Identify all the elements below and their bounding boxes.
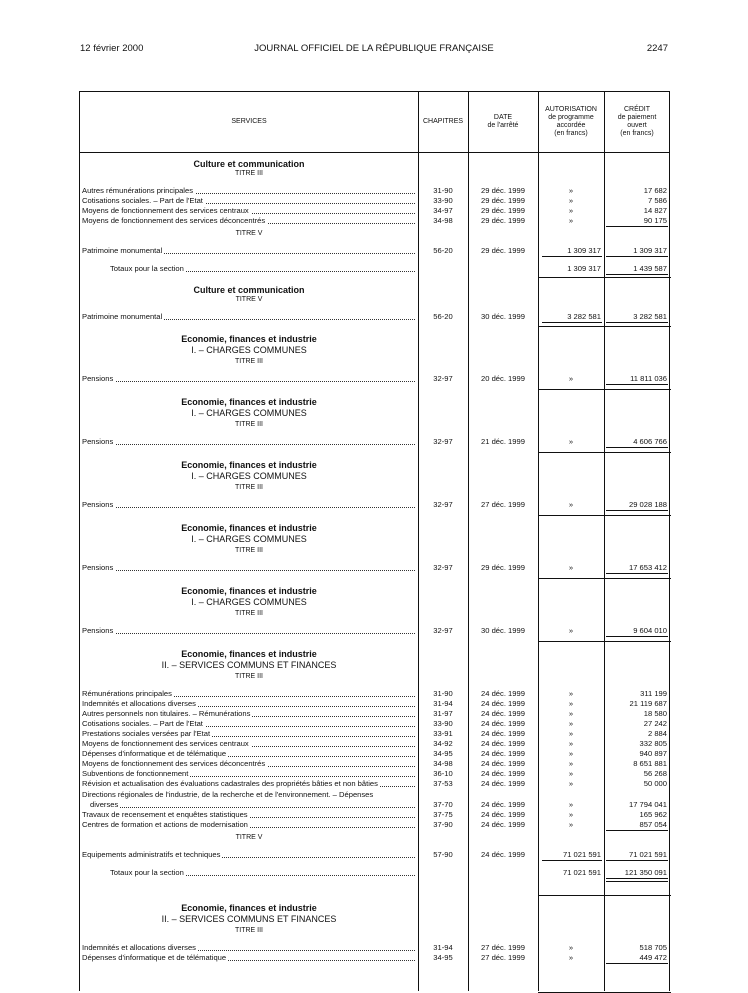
row-label [82,769,415,779]
credit-cell: 71 021 591 [628,849,667,859]
row-label-text: Pensions [82,626,114,635]
section-divider [538,578,671,579]
autorisation-cell: » [568,759,574,769]
credit-cell: 8 651 881 [633,759,667,769]
row-label [82,739,415,749]
chapitre-cell: 32-97 [433,437,453,446]
table-row [80,500,671,510]
row-label [82,729,415,739]
row-label [82,779,415,789]
value-underline [606,256,668,257]
autorisation-cell: » [568,799,574,809]
header-autorisation: AUTORISATION de programme accordée (en francs) [545,106,597,137]
table-row [80,689,671,699]
allocation-table [79,91,670,991]
chapitre-cell: 31-94 [433,943,453,952]
row-label-text: Moyens de fonctionnement des services déconcentrés [82,216,266,226]
date-cell: 24 déc. 1999 [481,809,525,819]
row-label-text: Indemnités et allocations diverses [82,943,196,952]
row-label [82,437,415,447]
date-cell: 24 déc. 1999 [481,699,525,709]
total-row [80,868,671,878]
row-label [82,312,415,322]
chapitre-cell: 56-20 [433,312,453,321]
value-underline [542,860,602,861]
autorisation-cell: » [568,206,574,216]
autorisation-cell: » [568,699,574,709]
date-cell: 30 déc. 1999 [481,312,525,321]
credit-cell: 14 827 [643,206,667,216]
chapitre-cell: 31-97 [433,709,453,719]
table-row [80,739,671,749]
row-label-text: Travaux de recensement et enquêtes statistiques [82,809,248,819]
section-subtitle: II. – SERVICES COMMUNS ET FINANCES [161,660,337,670]
row-label [82,820,415,830]
table-row [80,759,671,769]
autorisation-cell: » [568,809,574,819]
row-label [82,790,415,800]
section-divider [538,895,671,896]
row-label-text: Subventions de fonctionnement [82,769,189,779]
row-label [82,943,415,953]
date-cell: 29 déc. 1999 [481,216,525,226]
table-row [80,790,671,800]
page-number: 2247 [646,43,668,54]
row-label [82,626,415,636]
row-label [82,689,415,699]
titre-heading: TITRE V [235,230,263,238]
section-title: Economie, finances et industrie [181,903,317,913]
row-label-text: diverses [90,799,119,809]
value-underline [606,226,668,227]
date-cell: 29 déc. 1999 [481,246,525,256]
table-row [80,699,671,709]
row-label-text: Moyens de fonctionnement des services centraux [82,739,249,749]
row-label [82,186,415,196]
date-cell: 24 déc. 1999 [481,779,525,789]
section-subtitle: I. – CHARGES COMMUNES [191,597,307,607]
chapitre-cell: 31-94 [433,699,453,709]
chapitre-cell: 31-90 [433,186,453,195]
date-cell: 24 déc. 1999 [481,849,525,859]
table-row [80,779,671,789]
chapitre-cell: 33-90 [433,196,453,206]
total-row [80,264,671,274]
section-divider [538,515,671,516]
row-label [82,196,415,206]
row-label [82,246,415,256]
row-label-text: Autres rémunérations principales [82,186,194,195]
row-label-text: Rémunérations principales [82,689,172,698]
chapitre-cell: 37-70 [433,799,453,809]
row-label [82,563,415,573]
section-divider [538,641,671,642]
row-label [82,709,415,719]
row-label-text: Pensions [82,437,114,446]
autorisation-cell: » [568,819,574,829]
value-underline [606,860,668,861]
chapitre-cell: 32-97 [433,626,453,635]
autorisation-cell: » [568,626,574,635]
row-label [110,868,415,878]
chapitre-cell: 33-91 [433,729,453,739]
row-label-text: Dépenses d'informatique et de télématique [82,953,227,963]
table-row [80,800,671,810]
credit-cell: 18 580 [643,709,667,719]
value-underline [606,830,668,831]
credit-cell: 9 604 010 [633,626,667,635]
autorisation-cell: » [568,563,574,572]
chapitre-cell: 37-75 [433,809,453,819]
row-label-text: Cotisations sociales. – Part de l'Etat [82,196,203,206]
row-label-text: Pensions [82,563,114,572]
row-label-text: Totaux pour la section [110,264,184,274]
table-row [80,196,671,206]
credit-cell: 11 811 036 [630,374,667,383]
row-label [90,800,415,810]
credit-cell: 50 000 [643,779,667,789]
autorisation-cell: » [568,739,574,749]
credit-cell: 2 884 [647,729,667,739]
credit-cell: 17 653 412 [628,563,667,572]
section-title: Economie, finances et industrie [181,523,317,533]
date-cell: 24 déc. 1999 [481,689,525,698]
titre-heading: TITRE V [235,833,263,841]
autorisation-cell: 71 021 591 [562,849,601,859]
row-label [110,264,415,274]
table-row [80,246,671,256]
autorisation-cell: » [568,943,574,952]
date-cell: 24 déc. 1999 [481,749,525,759]
row-label-text: Moyens de fonctionnement des services déconcentrés [82,759,266,769]
autorisation-cell: » [568,196,574,206]
row-label-text: Cotisations sociales. – Part de l'Etat [82,719,203,729]
table-row [80,749,671,759]
section-subtitle: II. – SERVICES COMMUNS ET FINANCES [161,914,337,924]
chapitre-cell: 32-97 [433,374,453,383]
table-row [80,953,671,963]
section-title: Economie, finances et industrie [181,460,317,470]
date-cell: 24 déc. 1999 [481,709,525,719]
date-cell: 21 déc. 1999 [481,437,525,446]
titre-heading: TITRE III [235,421,263,428]
date-cell: 27 déc. 1999 [481,500,525,509]
section-subtitle: I. – CHARGES COMMUNES [191,471,307,481]
row-label [82,719,415,729]
chapitre-cell: 37-53 [433,779,453,789]
header-date: DATE de l'arrêté [487,114,519,129]
credit-cell: 3 282 581 [633,312,667,321]
credit-cell: 332 805 [639,739,667,749]
section-divider [538,277,671,278]
chapitre-cell: 34-98 [433,759,453,769]
section-title: Culture et communication [193,159,305,169]
total-credit: 1 439 587 [633,264,667,274]
chapitre-cell: 34-95 [433,953,453,963]
row-label-text: Autres personnels non titulaires. – Rémunérations [82,709,251,719]
section-divider [538,389,671,390]
row-label [82,749,415,759]
row-label-text: Pensions [82,374,114,383]
credit-cell: 165 962 [639,809,667,819]
row-label-text: Totaux pour la section [110,867,184,877]
table-row [80,206,671,216]
chapitre-cell: 34-95 [433,749,453,759]
section-title: Economie, finances et industrie [181,334,317,344]
credit-cell: 857 054 [639,819,667,829]
date-cell: 29 déc. 1999 [481,563,525,572]
journal-title: JOURNAL OFFICIEL DE LA RÉPUBLIQUE FRANÇAISE [254,43,494,54]
date-cell: 20 déc. 1999 [481,374,525,383]
chapitre-cell: 31-90 [433,689,453,698]
row-label [82,206,415,216]
chapitre-cell: 34-98 [433,216,453,226]
credit-cell: 27 242 [643,719,667,729]
table-row [80,810,671,820]
row-label-text: Directions régionales de l'industrie, de la recherche et de l'environnement. – Dépenses [82,789,374,799]
total-autorisation: 1 309 317 [567,264,601,274]
autorisation-cell: 3 282 581 [567,312,601,321]
autorisation-cell: » [568,953,574,963]
value-underline [606,636,668,637]
credit-cell: 449 472 [639,953,667,963]
chapitre-cell: 34-97 [433,206,453,216]
table-row [80,943,671,953]
row-label-text: Patrimoine monumental [82,246,163,256]
section-divider [538,452,671,453]
section-title: Economie, finances et industrie [181,649,317,659]
titre-heading: TITRE III [235,484,263,491]
credit-cell: 518 705 [639,943,667,952]
autorisation-cell: 1 309 317 [567,246,601,256]
autorisation-cell: » [568,500,574,509]
chapitre-cell: 56-20 [433,246,453,256]
table-row [80,769,671,779]
value-underline [606,447,668,448]
value-underline [606,510,668,511]
section-title: Economie, finances et industrie [181,397,317,407]
date-cell: 27 déc. 1999 [481,943,525,952]
autorisation-cell: » [568,769,574,779]
table-row [80,563,671,573]
credit-cell: 311 199 [640,689,667,698]
table-row [80,820,671,830]
row-label [82,850,415,860]
row-label-text: Moyens de fonctionnement des services centraux [82,206,249,216]
credit-cell: 1 309 317 [633,246,667,256]
autorisation-cell: » [568,689,574,698]
chapitre-cell: 37-90 [433,819,453,829]
section-divider [538,326,671,327]
titre-heading: TITRE V [235,296,263,303]
row-label [82,374,415,384]
row-label [82,699,415,709]
table-row [80,186,671,196]
value-underline [606,573,668,574]
credit-cell: 4 606 766 [633,437,667,446]
table-row [80,312,671,322]
total-autorisation: 71 021 591 [562,867,601,877]
autorisation-cell: » [568,374,574,383]
header-chapitres: CHAPITRES [422,118,464,125]
row-label-text: Equipements administratifs et techniques [82,849,221,859]
date-cell: 24 déc. 1999 [481,719,525,729]
table-row [80,850,671,860]
credit-cell: 7 586 [647,196,667,206]
row-label [82,810,415,820]
row-label-text: Centres de formation et actions de modernisation [82,819,248,829]
total-credit: 121 350 091 [624,867,667,877]
row-label-text: Dépenses d'informatique et de télématique [82,749,227,759]
credit-cell: 17 794 041 [628,799,667,809]
credit-cell: 17 682 [643,186,667,195]
autorisation-cell: » [568,709,574,719]
date-cell: 24 déc. 1999 [481,799,525,809]
value-underline [606,384,668,385]
credit-cell: 29 028 188 [628,500,667,509]
row-label [82,216,415,226]
date-cell: 27 déc. 1999 [481,953,525,963]
header-services: SERVICES [231,118,267,125]
row-label-text: Prestations sociales versées par l'Etat [82,729,211,739]
autorisation-cell: » [568,216,574,226]
value-underline [606,322,668,323]
date-cell: 24 déc. 1999 [481,729,525,739]
autorisation-cell: » [568,779,574,789]
row-label [82,500,415,510]
table-row [80,729,671,739]
row-label-text: Patrimoine monumental [82,312,163,321]
value-underline [542,322,602,323]
row-label [82,759,415,769]
date-cell: 24 déc. 1999 [481,739,525,749]
date-cell: 29 déc. 1999 [481,196,525,206]
table-row [80,719,671,729]
titre-heading: TITRE III [235,673,263,680]
titre-heading: TITRE III [235,610,263,617]
chapitre-cell: 32-97 [433,500,453,509]
autorisation-cell: » [568,437,574,446]
date-cell: 30 déc. 1999 [481,626,525,635]
date-cell: 29 déc. 1999 [481,206,525,216]
section-subtitle: I. – CHARGES COMMUNES [191,534,307,544]
titre-heading: TITRE III [235,547,263,554]
credit-cell: 21 119 687 [629,699,667,709]
chapitre-cell: 32-97 [433,563,453,572]
date-cell: 29 déc. 1999 [481,186,525,195]
date-cell: 24 déc. 1999 [481,819,525,829]
autorisation-cell: » [568,729,574,739]
chapitre-cell: 57-90 [433,849,453,859]
autorisation-cell: » [568,719,574,729]
value-underline [606,963,668,964]
table-row [80,216,671,226]
credit-cell: 940 897 [639,749,667,759]
table-row [80,374,671,384]
section-subtitle: I. – CHARGES COMMUNES [191,408,307,418]
row-label-text: Indemnités et allocations diverses [82,699,196,709]
section-title: Economie, finances et industrie [181,586,317,596]
table-row [80,626,671,636]
titre-heading: TITRE III [235,927,263,934]
section-subtitle: I. – CHARGES COMMUNES [191,345,307,355]
page-date: 12 février 2000 [80,43,144,54]
chapitre-cell: 33-90 [433,719,453,729]
titre-heading: TITRE III [235,358,263,365]
section-title: Culture et communication [193,285,305,295]
autorisation-cell: » [568,749,574,759]
chapitre-cell: 34-92 [433,739,453,749]
header-credit: CRÉDIT de paiement ouvert (en francs) [617,106,657,137]
chapitre-cell: 36-10 [433,769,453,779]
date-cell: 24 déc. 1999 [481,769,525,779]
table-row [80,437,671,447]
total-double-underline [606,878,668,882]
value-underline [542,256,602,257]
table-body [80,92,671,992]
row-label-text: Pensions [82,500,114,509]
table-row [80,709,671,719]
row-label [82,953,415,963]
credit-cell: 90 175 [643,216,667,226]
row-label-text: Révision et actualisation des évaluations cadastrales des propriétés bâties et non bâties [82,779,378,789]
credit-cell: 56 268 [643,769,667,779]
date-cell: 24 déc. 1999 [481,759,525,769]
autorisation-cell: » [568,186,574,195]
titre-heading: TITRE III [235,170,263,177]
